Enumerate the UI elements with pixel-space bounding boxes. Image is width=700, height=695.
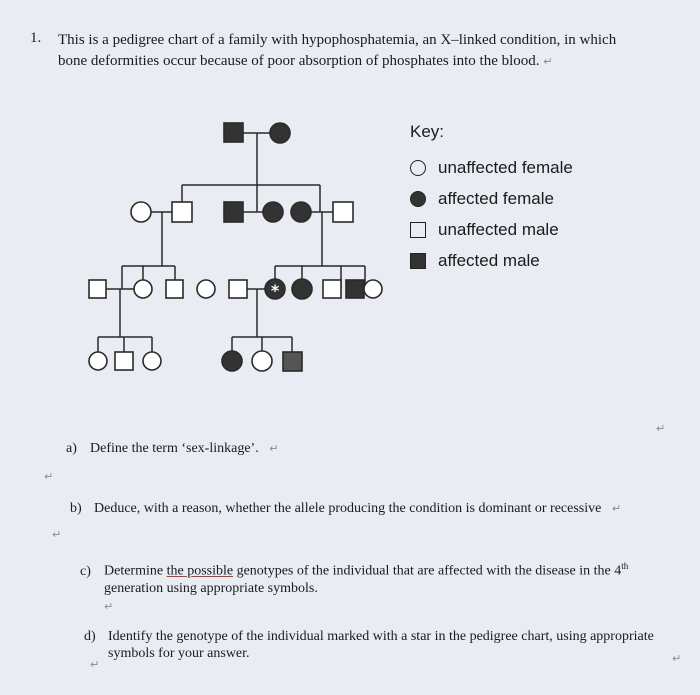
subquestion-text-after: genotypes of the individual that are affected with the disease in the 4: [233, 563, 622, 579]
gen4-daughter-3: [252, 351, 272, 371]
gen1-mother-unaffected-female: [270, 123, 290, 143]
gen3-daughter-3: [364, 280, 382, 298]
subquestion-line-2: symbols for your answer.: [108, 646, 250, 661]
subquestion-d: [84, 628, 654, 662]
gen3-son-affected: [346, 280, 364, 298]
gen3-daughter-2: [197, 280, 215, 298]
gen2-spouse-male: [333, 202, 353, 222]
circle-filled-icon: [410, 191, 426, 207]
key-row-unaffected-female: [410, 152, 573, 183]
subquestion-label: b): [70, 501, 82, 516]
subquestion-text: Deduce, with a reason, whether the allele producing the condition is dominant or recessive: [94, 501, 602, 516]
subquestion-label: a): [66, 441, 77, 456]
gen4-daughter-2: [143, 352, 161, 370]
key-label: unaffected female: [438, 157, 573, 177]
subquestion-label: d): [84, 629, 96, 644]
superscript-th: th: [621, 561, 629, 571]
subquestion-text-underlined: the possible: [166, 563, 234, 579]
key-label: unaffected male: [438, 219, 559, 239]
gen2-daughter-affected-2: [291, 202, 311, 222]
key-legend: [410, 122, 573, 276]
gen1-father-affected-male: [224, 123, 243, 142]
subquestion-a: [66, 440, 278, 457]
star-marker: *: [270, 281, 280, 300]
gen3-son-1: [166, 280, 183, 298]
gen3-son-2: [323, 280, 341, 298]
gen2-son-1: [172, 202, 192, 222]
enter-mark: ↵: [672, 652, 682, 665]
intro-line-2: bone deformities occur because of poor absorption of phosphates into the blood.: [58, 53, 540, 69]
key-row-affected-female: [410, 183, 573, 214]
enter-mark: ↵: [52, 528, 62, 541]
key-row-unaffected-male: [410, 214, 573, 245]
subquestion-text-before: Determine: [104, 563, 167, 579]
gen2-daughter-affected: [263, 202, 283, 222]
gen3-daughter-1: [134, 280, 152, 298]
gen4-daughter-1: [89, 352, 107, 370]
enter-mark: ↵: [90, 658, 100, 671]
subquestion-b: [70, 500, 621, 517]
subquestion-line-2: generation using appropriate symbols.: [104, 580, 318, 596]
enter-mark: ↵: [656, 422, 666, 435]
gen3-daughter-affected: [292, 279, 312, 299]
key-label: affected female: [438, 188, 554, 208]
gen2-son-2-affected: [224, 202, 243, 222]
gen4-son-affected: [283, 352, 302, 371]
subquestion-text: Define the term ‘sex-linkage’.: [90, 441, 259, 456]
gen3-spouse-male-2: [229, 280, 247, 298]
intro-line-1: This is a pedigree chart of a family with hypophosphatemia, an X–linked condition, in which: [58, 32, 617, 48]
key-title: Key:: [410, 122, 445, 141]
enter-mark: ↵: [543, 55, 553, 68]
question-number: 1.: [30, 30, 42, 46]
subquestion-text: Identify the genotype of the individual marked with a star in the pedigree chart, using appropriate: [108, 629, 654, 644]
gen2-spouse-female-1: [131, 202, 151, 222]
pedigree-lines: [98, 133, 365, 352]
square-open-icon: [410, 222, 426, 238]
square-filled-icon: [410, 253, 426, 269]
enter-mark: ↵: [104, 600, 114, 613]
enter-mark: ↵: [269, 442, 279, 455]
circle-open-icon: [410, 160, 426, 176]
key-row-affected-male: [410, 245, 573, 276]
gen4-daughter-affected: [222, 351, 242, 371]
enter-mark: ↵: [44, 470, 54, 483]
subquestion-label: c): [80, 563, 91, 579]
key-label: affected male: [438, 250, 540, 270]
gen4-son-1: [115, 352, 133, 370]
enter-mark: ↵: [611, 502, 622, 515]
subquestion-c: [80, 558, 628, 597]
gen3-spouse-male-1: [89, 280, 106, 298]
